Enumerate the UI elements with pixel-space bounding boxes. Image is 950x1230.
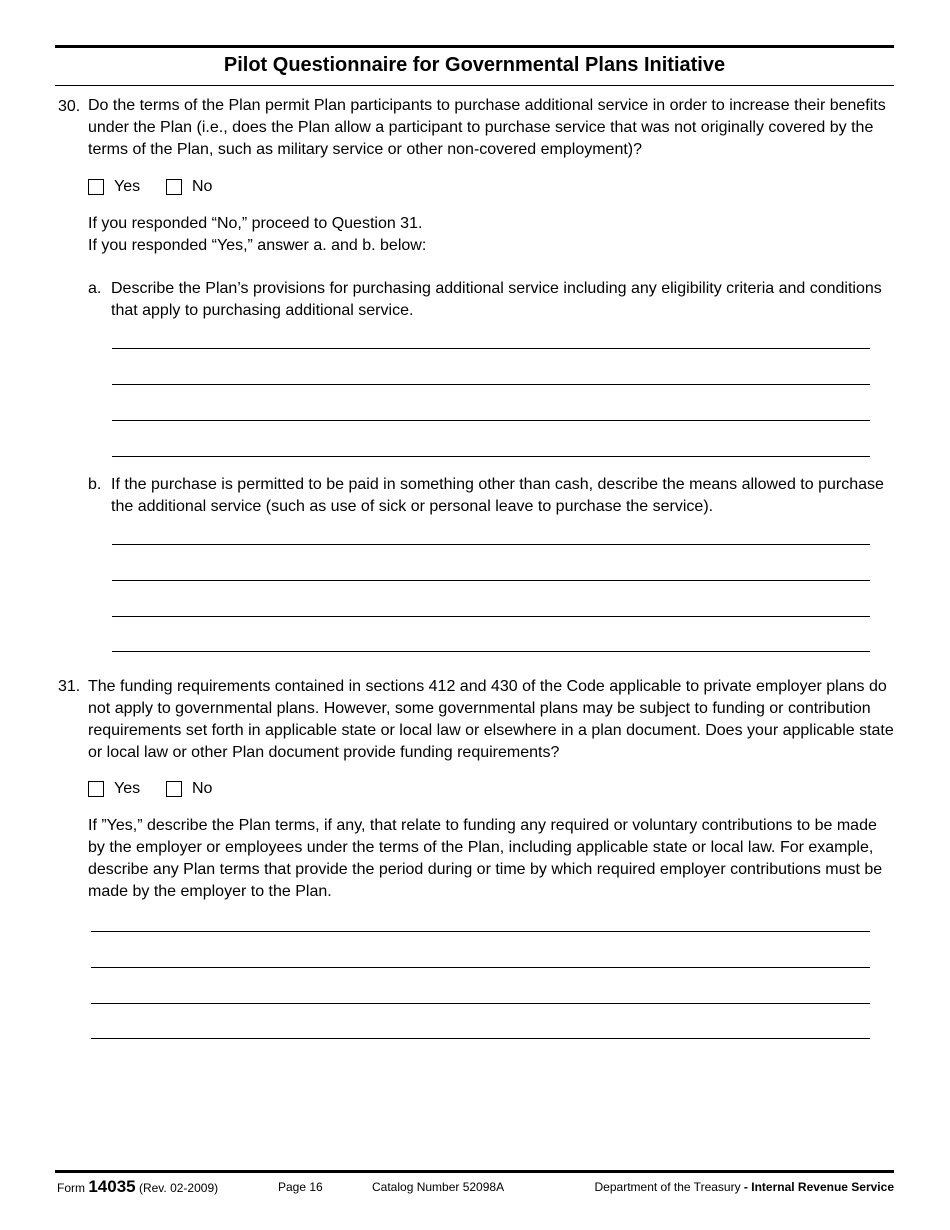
catalog-number: Catalog Number 52098A: [372, 1180, 505, 1194]
q31-answer-line-1[interactable]: [91, 931, 870, 932]
top-rule: [55, 45, 894, 48]
q30-a-text: Describe the Plan’s provisions for purchasing additional service including any eligibility criteria and conditions that apply to purchasing additional service.: [111, 280, 882, 319]
q30-no-checkbox[interactable]: [166, 179, 182, 195]
q30b-answer-line-1[interactable]: [112, 544, 870, 545]
agency-name: - Internal Revenue Service: [740, 1180, 894, 1194]
q30-instruction-yes: If you responded “Yes,” answer a. and b. below:: [88, 237, 427, 254]
q30a-answer-line-3[interactable]: [112, 420, 870, 421]
q30-yes-label: Yes: [114, 178, 141, 195]
q30a-answer-line-4[interactable]: [112, 456, 870, 457]
q30-b-text: If the purchase is permitted to be paid in something other than cash, describe the means allowed to purchase the additional service (such as use of sick or personal leave to purchase the service).: [111, 476, 884, 515]
q30b-answer-line-3[interactable]: [112, 616, 870, 617]
q31-answer-line-3[interactable]: [91, 1003, 870, 1004]
question-30-text: Do the terms of the Plan permit Plan participants to purchase additional service in order to increase their benefits under the Plan (i.e., does the Plan allow a participant to purchase service that was not originally covered by the terms of the Plan, such as military service or other non-covered employment)?: [88, 97, 886, 158]
q31-yes-checkbox[interactable]: [88, 781, 104, 797]
q30b-answer-line-4[interactable]: [112, 651, 870, 652]
department-name: Department of the Treasury: [594, 1180, 741, 1194]
footer-rule: [55, 1170, 894, 1173]
form-number: 14035: [88, 1177, 136, 1196]
q31-no-checkbox[interactable]: [166, 781, 182, 797]
q30a-answer-line-1[interactable]: [112, 348, 870, 349]
q30-a-letter: a.: [88, 280, 102, 297]
q31-yes-label: Yes: [114, 780, 141, 797]
question-31-text: The funding requirements contained in sections 412 and 430 of the Code applicable to private employer plans do not apply to governmental plans. However, some governmental plans may be subject to funding or contribution requirements set forth in applicable state or local law or elsewhere in a plan document. Does your applicable state or local law or other Plan document provide funding requirements?: [88, 678, 894, 761]
q31-answer-line-2[interactable]: [91, 967, 870, 968]
form-prefix: Form: [57, 1181, 85, 1195]
question-30-options: [88, 177, 288, 197]
question-31-options: [88, 779, 288, 799]
q30-yes-checkbox[interactable]: [88, 179, 104, 195]
q30b-answer-line-2[interactable]: [112, 580, 870, 581]
title-underline: [55, 85, 894, 86]
department: [595, 1180, 894, 1194]
question-31-number: 31.: [58, 678, 81, 695]
q30a-answer-line-2[interactable]: [112, 384, 870, 385]
form-id: [57, 1177, 218, 1197]
q31-instruction: If ”Yes,” describe the Plan terms, if any, that relate to funding any required or voluntary contributions to be made by the employer or employees under the terms of the Plan, including applicable state or local law. For example, describe any Plan terms that provide the period during or time by which required employer contributions must be made by the employer to the Plan.: [88, 817, 883, 900]
q31-no-label: No: [192, 780, 213, 797]
page-title: Pilot Questionnaire for Governmental Plans Initiative: [223, 54, 726, 76]
form-revision: (Rev. 02-2009): [138, 1181, 219, 1195]
q31-answer-line-4[interactable]: [91, 1038, 870, 1039]
q30-instruction-no: If you responded “No,” proceed to Question 31.: [88, 215, 423, 232]
q30-no-label: No: [192, 178, 213, 195]
question-30-number: 30.: [58, 98, 81, 115]
q30-b-letter: b.: [88, 476, 102, 493]
page-number: Page 16: [278, 1180, 323, 1194]
